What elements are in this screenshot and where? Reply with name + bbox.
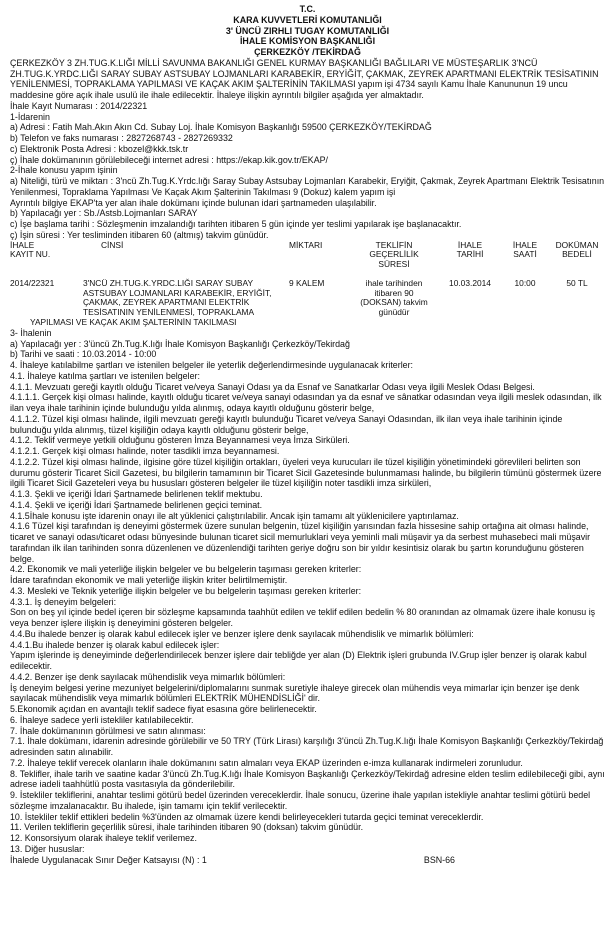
header-line: KARA KUVVETLERİ KOMUTANLIĞI	[233, 14, 382, 25]
footer-right: BSN-66	[423, 854, 455, 865]
text-line: 7. İhale dokümanının görülmesi ve satın alınması:	[10, 725, 206, 736]
text-line: 4.3. Mesleki ve Teknik yeterliğe ilişkin belgeler ve bu belgelerin taşıması gereken kriterler:	[10, 585, 362, 596]
text-line: 4.1.1. Mevzuatı gereği kayıtlı olduğu Ticaret ve/veya Sanayi Odası ya da Esnaf ve Sanatkarlar Odası veya ilgili Meslek Odası Belgesi.	[10, 381, 535, 392]
header-line: İHALE KOMİSYON BAŞKANLIĞI	[239, 36, 376, 47]
text-line: 3- İhalenin	[10, 327, 52, 338]
text-line: 4. İhaleye katılabilme şartları ve istenilen belgeler ile yeterlik değerlendirmesinde uygulanacak kriterler:	[10, 360, 414, 371]
text-line: 6. İhaleye sadece yerli istekliler katılabilecektir.	[10, 714, 194, 725]
announcement-header	[10, 4, 605, 58]
text-line: 4.2. Ekonomik ve mali yeterliğe ilişkin belgeler ve bu belgelerin taşıması gereken kriterler:	[10, 564, 362, 575]
text-line: 4.1.4. Şekli ve içeriği İdari Şartnamede belirlenen geçici teminat.	[10, 499, 263, 510]
cell-saat: 10:00	[514, 277, 536, 288]
text-line: b) Yapılacağı yer : Sb./Astsb.Lojmanları SARAY	[10, 208, 198, 219]
text-line: Son on beş yıl içinde bedel içeren bir sözleşme kapsamında taahhüt edilen ve teklif edilen bedelin % 80 oranından az olmamak üzere ihale konusu iş veya benzer işlere ilişkin iş deneyimini gösteren belgeler.	[10, 607, 596, 629]
text-line: 4.1.5İhale konusu işte idarenin onayı ile alt yüklenici çalıştırılabilir. Ancak işin tamamı alt yüklenicilere yaptırılamaz.	[10, 510, 459, 521]
text-line: 5.Ekonomik açıdan en avantajlı teklif sadece fiyat esasına göre belirlenecektir.	[10, 704, 317, 715]
text-line: 4.1.2.1. Gerçek kişi olması halinde, noter tasdikli imza beyannamesi.	[10, 446, 280, 457]
text-line: 4.4.2. Benzer işe denk sayılacak mühendislik veya mimarlık bölümleri:	[10, 671, 286, 682]
text-line: 7.2. İhaleye teklif verecek olanların ihale dokümanını satın almaları veya EKAP üzerinden e-imza kullanarak indirmeleri zorunludur.	[10, 757, 523, 768]
header-line: ÇERKEZKÖY /TEKİRDAĞ	[254, 47, 361, 57]
cell-kayit: 2014/22321	[10, 277, 55, 288]
text-line: 4.1.1.2. Tüzel kişi olması halinde, ilgili mevzuatı gereği kayıtlı bulunduğu Ticaret ve/veya Sanayi Odasından, ilk ilan veya ihale tarihinin içinde bulunduğu yılda alınmış, tüzel kişiliğin odaya kayıtlı olduğunu gösterir belge,	[10, 413, 563, 435]
text-line: İş deneyim belgesi yerine mezuniyet belgelerini/diplomalarını sunmak suretiyle ihaleye girecek olan mühendis veya mimarlar için benzer işe denk sayılacak mühendislik veya mimarlık bölümleri ELEKTRİK MÜHENDİSLİĞİ' dir.	[10, 682, 580, 704]
col-header-sure: TEKLİFİN GEÇERLİLİK SÜRESİ	[369, 239, 419, 270]
section-3-13	[10, 328, 605, 855]
cell-bedel: 50 TL	[566, 277, 588, 288]
text-line: b) Telefon ve faks numarası : 2827268743 - 2827269332	[10, 133, 233, 143]
intro-paragraph: ÇERKEZKÖY 3 ZH.TUG.K.LIĞI MİLLİ SAVUNMA BAKANLIĞI GENEL KURMAY BAŞKANLIĞI BAĞLILARI VE MÜSTEŞARLIK 3'NCÜ ZH.TUG.K.YRDC.LIĞI SARAY SUBAY ASTSUBAY LOJMANLARI KARABEKİR, ERYİĞİT, ÇAKMAK, ZEYREK APARTMANI ELEKTRİK TESİSATININ YENİLENMESİ, TOPRAKLAMA YAPILMASI VE KAÇAK AKIM ŞALTERİNİN TAKILMASI yapım işi 4734 sayılı Kamu İhale Kanununun 19 uncu maddesine göre açık ihale usulü ile ihale edilecektir. İhaleye ilişkin ayrıntılı bilgiler aşağıda yer almaktadır.	[10, 57, 599, 100]
text-line: a) Niteliği, türü ve miktarı : 3'ncü Zh.Tug.K.Yrdc.lığı Saray Subay Astsubay Lojmanları Karabekir, Eryiğit, Çakmak, Zeyrek Apartmanı Elektrik Tesisatının Yenilenmesi, Topraklama Yapılması Ve Kaçak Akım Şalterinin Takılması 9 (Dokuz) kalem yapım işi	[10, 176, 605, 197]
cell-cinsi: 3'NCÜ ZH.TUG.K.YRDC.LIĞI SARAY SUBAY ASTSUBAY LOJMANLARI KARABEKİR, ERYİĞİT, ÇAKMAK, ZEYREK APARTMANI ELEKTRİK TESİSATININ YENİLENMESİ, TOPRAKLAMA	[83, 277, 272, 318]
text-line: İhale Kayıt Numarası : 2014/22321	[10, 100, 148, 111]
table-header-row	[10, 241, 605, 270]
col-header-miktari: MİKTARI	[289, 239, 323, 250]
footer	[10, 855, 605, 866]
cell-tarih: 10.03.2014	[449, 277, 491, 288]
text-line: b) Tarihi ve saati : 10.03.2014 - 10:00	[10, 349, 157, 360]
cell-miktari: 9 KALEM	[289, 277, 325, 288]
text-line: ç) İşin süresi : Yer tesliminden itibaren 60 (altmış) takvim günüdür.	[10, 229, 269, 240]
cell-sure: ihale tarihinden itibaren 90 (DOKSAN) takvim günüdür	[360, 277, 428, 318]
ihale-table	[10, 241, 605, 328]
footer-left: İhalede Uygulanacak Sınır Değer Katsayısı (N) : 1	[10, 854, 207, 865]
col-header-kayit: İHALE KAYIT NU.	[10, 239, 51, 260]
text-line: a) Adresi : Fatih Mah.Akın Akın Cd. Subay Loj. İhale Komisyon Başkanlığı 59500 ÇERKEZKÖY/TEKİRDAĞ	[10, 122, 432, 133]
text-line: c) Elektronik Posta Adresi : kbozel@kkk.tsk.tr	[10, 143, 189, 154]
text-line: 4.1. İhaleye katılma şartları ve istenilen belgeler:	[10, 370, 200, 381]
text-line: ç) İhale dokümanının görülebileceği internet adresi : https://ekap.kik.gov.tr/EKAP/	[10, 154, 329, 165]
text-line: 4.3.1. İş deneyim belgeleri:	[10, 596, 117, 607]
text-line: 4.4.Bu ihalede benzer iş olarak kabul edilecek işler ve benzer işlere denk sayılacak mühendislik ve mimarlık bölümleri:	[10, 628, 474, 639]
text-line: 7.1. İhale dokümanı, idarenin adresinde görülebilir ve 50 TRY (Türk Lirası) karşılığı 3'üncü Zh.Tug.K.lığı İhale Komisyon Başkanlığı Çerkezköy/Tekirdağ adresinden satın alınabilir.	[10, 736, 604, 758]
col-header-bedel: DOKÜMAN BEDELİ	[555, 239, 599, 260]
text-line: c) İşe başlama tarihi : Sözleşmenin imzalandığı tarihten itibaren 5 gün içinde yer teslimi yapılarak işe başlanacaktır.	[10, 219, 462, 229]
text-line: 4.1.2. Teklif vermeye yetkili olduğunu gösteren İmza Beyannamesi veya İmza Sirküleri.	[10, 435, 350, 446]
text-line: Ayrıntılı bilgiye EKAP'ta yer alan ihale dokümanı içinde bulunan idari şartnameden ulaşılabilir.	[10, 197, 377, 208]
header-line: T.C.	[299, 4, 316, 14]
col-header-tarih: İHALE TARİHİ	[456, 239, 484, 260]
text-line: 11. Verilen tekliflerin geçerlilik süresi, ihale tarihinden itibaren 90 (doksan) takvim günüdür.	[10, 822, 364, 833]
text-line: Yapım işlerinde iş deneyiminde değerlendirilecek benzer işlere dair tebliğde yer alan (D) Elektrik işleri grubunda IV.Grup işler benzer iş olarak kabul edilecektir.	[10, 650, 587, 672]
text-line: 13. Diğer hususlar:	[10, 843, 85, 854]
table-row-continuation	[10, 318, 605, 328]
text-line: 12. Konsorsiyum olarak ihaleye teklif verilemez.	[10, 833, 197, 844]
text-line: a) Yapılacağı yer : 3'üncü Zh.Tug.K.lığı İhale Komisyon Başkanlığı Çerkezköy/Tekirdağ	[10, 338, 350, 349]
text-line: 4.1.1.1. Gerçek kişi olması halinde, kayıtlı olduğu ticaret ve/veya sanayi odasından ya da esnaf ve sânatkar odasından veya ilgili meslek odasından, ilk ilan veya ihale tarihinin içinde bulunduğu yılda alınmış, odaya kayıtlı olduğunu gösterir belge,	[10, 392, 602, 414]
text-line: 4.1.2.2. Tüzel kişi olması halinde, ilgisine göre tüzel kişiliğin ortakları, üyeleri veya kurucuları ile tüzel kişiliğin yönetimindeki görevlileri belirten son durumu gösterir Ticaret Sicil Gazetesi, bu bilgilerin tamamının bir Ticaret Sicil Gazetesinde bulunmaması halinde, bu bilgilerin tümünü göstermek üzere ilgili Ticaret Sicil Gazeteleri veya bu hususları gösteren belgeler ile tüzel kişiliğin noter tasdikli imza sirküleri,	[10, 456, 602, 489]
col-header-cinsi: CİNSİ	[101, 239, 124, 250]
table-row	[10, 270, 605, 318]
header-line: 3' ÜNCÜ ZIRHLI TUGAY KOMUTANLIĞI	[225, 25, 390, 36]
text-line: 4.1.3. Şekli ve içeriği İdari Şartnamede belirlenen teklif mektubu.	[10, 489, 263, 500]
text-line: 8. Teklifler, ihale tarih ve saatine kadar 3'üncü Zh.Tug.K.lığı İhale Komisyon Başkanlığı Çerkezköy/Tekirdağ adresine elden teslim edilebileceği gibi, aynı adrese iadeli taahhütlü posta vasıtasıyla da gönderilebilir.	[10, 768, 605, 790]
cell-cinsi-last: YAPILMASI VE KAÇAK AKIM ŞALTERİNİN TAKILMASI	[30, 317, 237, 328]
text-line: 10. İstekliler teklif ettikleri bedelin %3'ünden az olmamak üzere kendi belirleyecekleri tutarda geçici teminat vereceklerdir.	[10, 811, 484, 822]
text-line: 1-İdarenin	[10, 111, 50, 122]
text-line: 4.4.1.Bu ihalede benzer iş olarak kabul edilecek işler:	[10, 639, 220, 650]
col-header-saat: İHALE SAATİ	[512, 239, 538, 260]
text-line: 9. İstekliler tekliflerini, anahtar teslimi götürü bedel üzerinden vereceklerdir. İhale sonucu, üzerine ihale yapılan istekliyle anahtar teslimi götürü bedel sözleşme imzalanacaktır. Bu ihalede, işin tamamı için teklif verilecektir.	[10, 790, 591, 811]
text-line: İdare tarafından ekonomik ve mali yeterliğe ilişkin kriter belirtilmemiştir.	[10, 575, 288, 586]
text-line: 2-İhale konusu yapım işinin	[10, 165, 118, 176]
text-line: 4.1.6 Tüzel kişi tarafından iş deneyimi göstermek üzere sunulan belgenin, tüzel kişiliğin yarısından fazla hissesine sahip ortağına ait olması halinde, ticaret ve sanayi odası/ticaret odası bünyesinde bulunan ticaret sicil memurluklari veya yeminli mali müşavir ya da serbest muhasebeci mali müşavir tarafından ilk ilan tarihinden sonra düzenlenen ve düzenlendiği tarihten geriye doğru son bir yıldır kesintisiz olarak bu şartın korunduğunu gösteren belge.	[10, 521, 591, 564]
section-1-2	[10, 101, 605, 241]
